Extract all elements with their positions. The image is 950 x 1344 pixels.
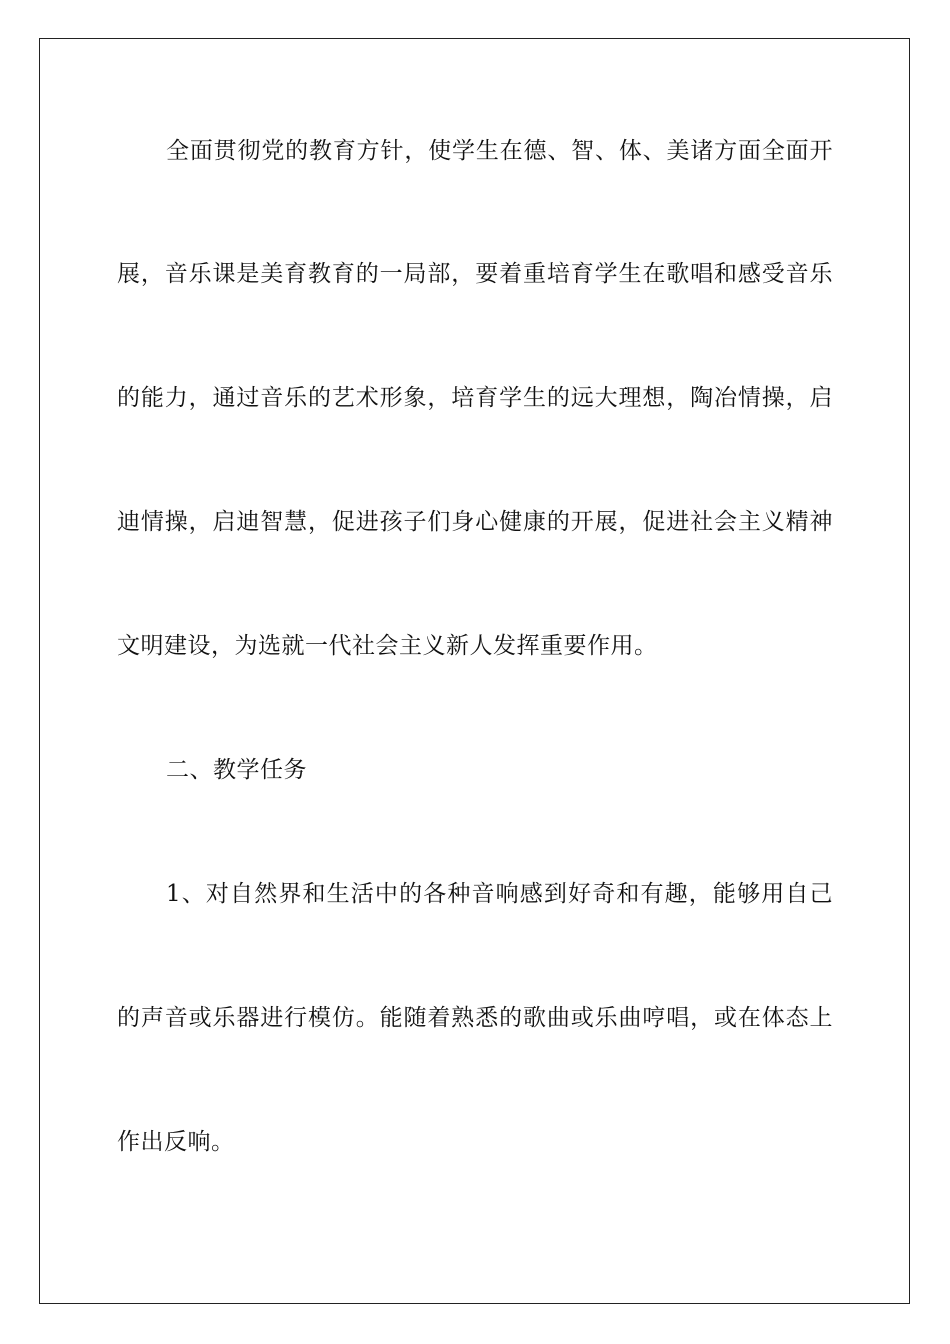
list-item-line-1: 1、对自然界和生活中的各种音响感到好奇和有趣，能够用自己 — [166, 881, 833, 907]
list-item-line-3: 作出反响。 — [117, 1129, 235, 1155]
page-border — [39, 38, 910, 1304]
paragraph-line-1: 全面贯彻党的教育方针，使学生在德、智、体、美诸方面全面开 — [166, 138, 833, 164]
paragraph-line-5: 文明建设，为选就一代社会主义新人发挥重要作用。 — [117, 633, 658, 659]
paragraph-line-2: 展，音乐课是美育教育的一局部，要着重培育学生在歌唱和感受音乐 — [117, 261, 833, 287]
paragraph-line-3: 的能力，通过音乐的艺术形象，培育学生的远大理想，陶冶情操，启 — [117, 385, 833, 411]
section-heading: 二、教学任务 — [166, 757, 307, 783]
list-item-line-2: 的声音或乐器进行模仿。能随着熟悉的歌曲或乐曲哼唱，或在体态上 — [117, 1005, 833, 1031]
paragraph-line-4: 迪情操，启迪智慧，促进孩子们身心健康的开展，促进社会主义精神 — [117, 509, 833, 535]
